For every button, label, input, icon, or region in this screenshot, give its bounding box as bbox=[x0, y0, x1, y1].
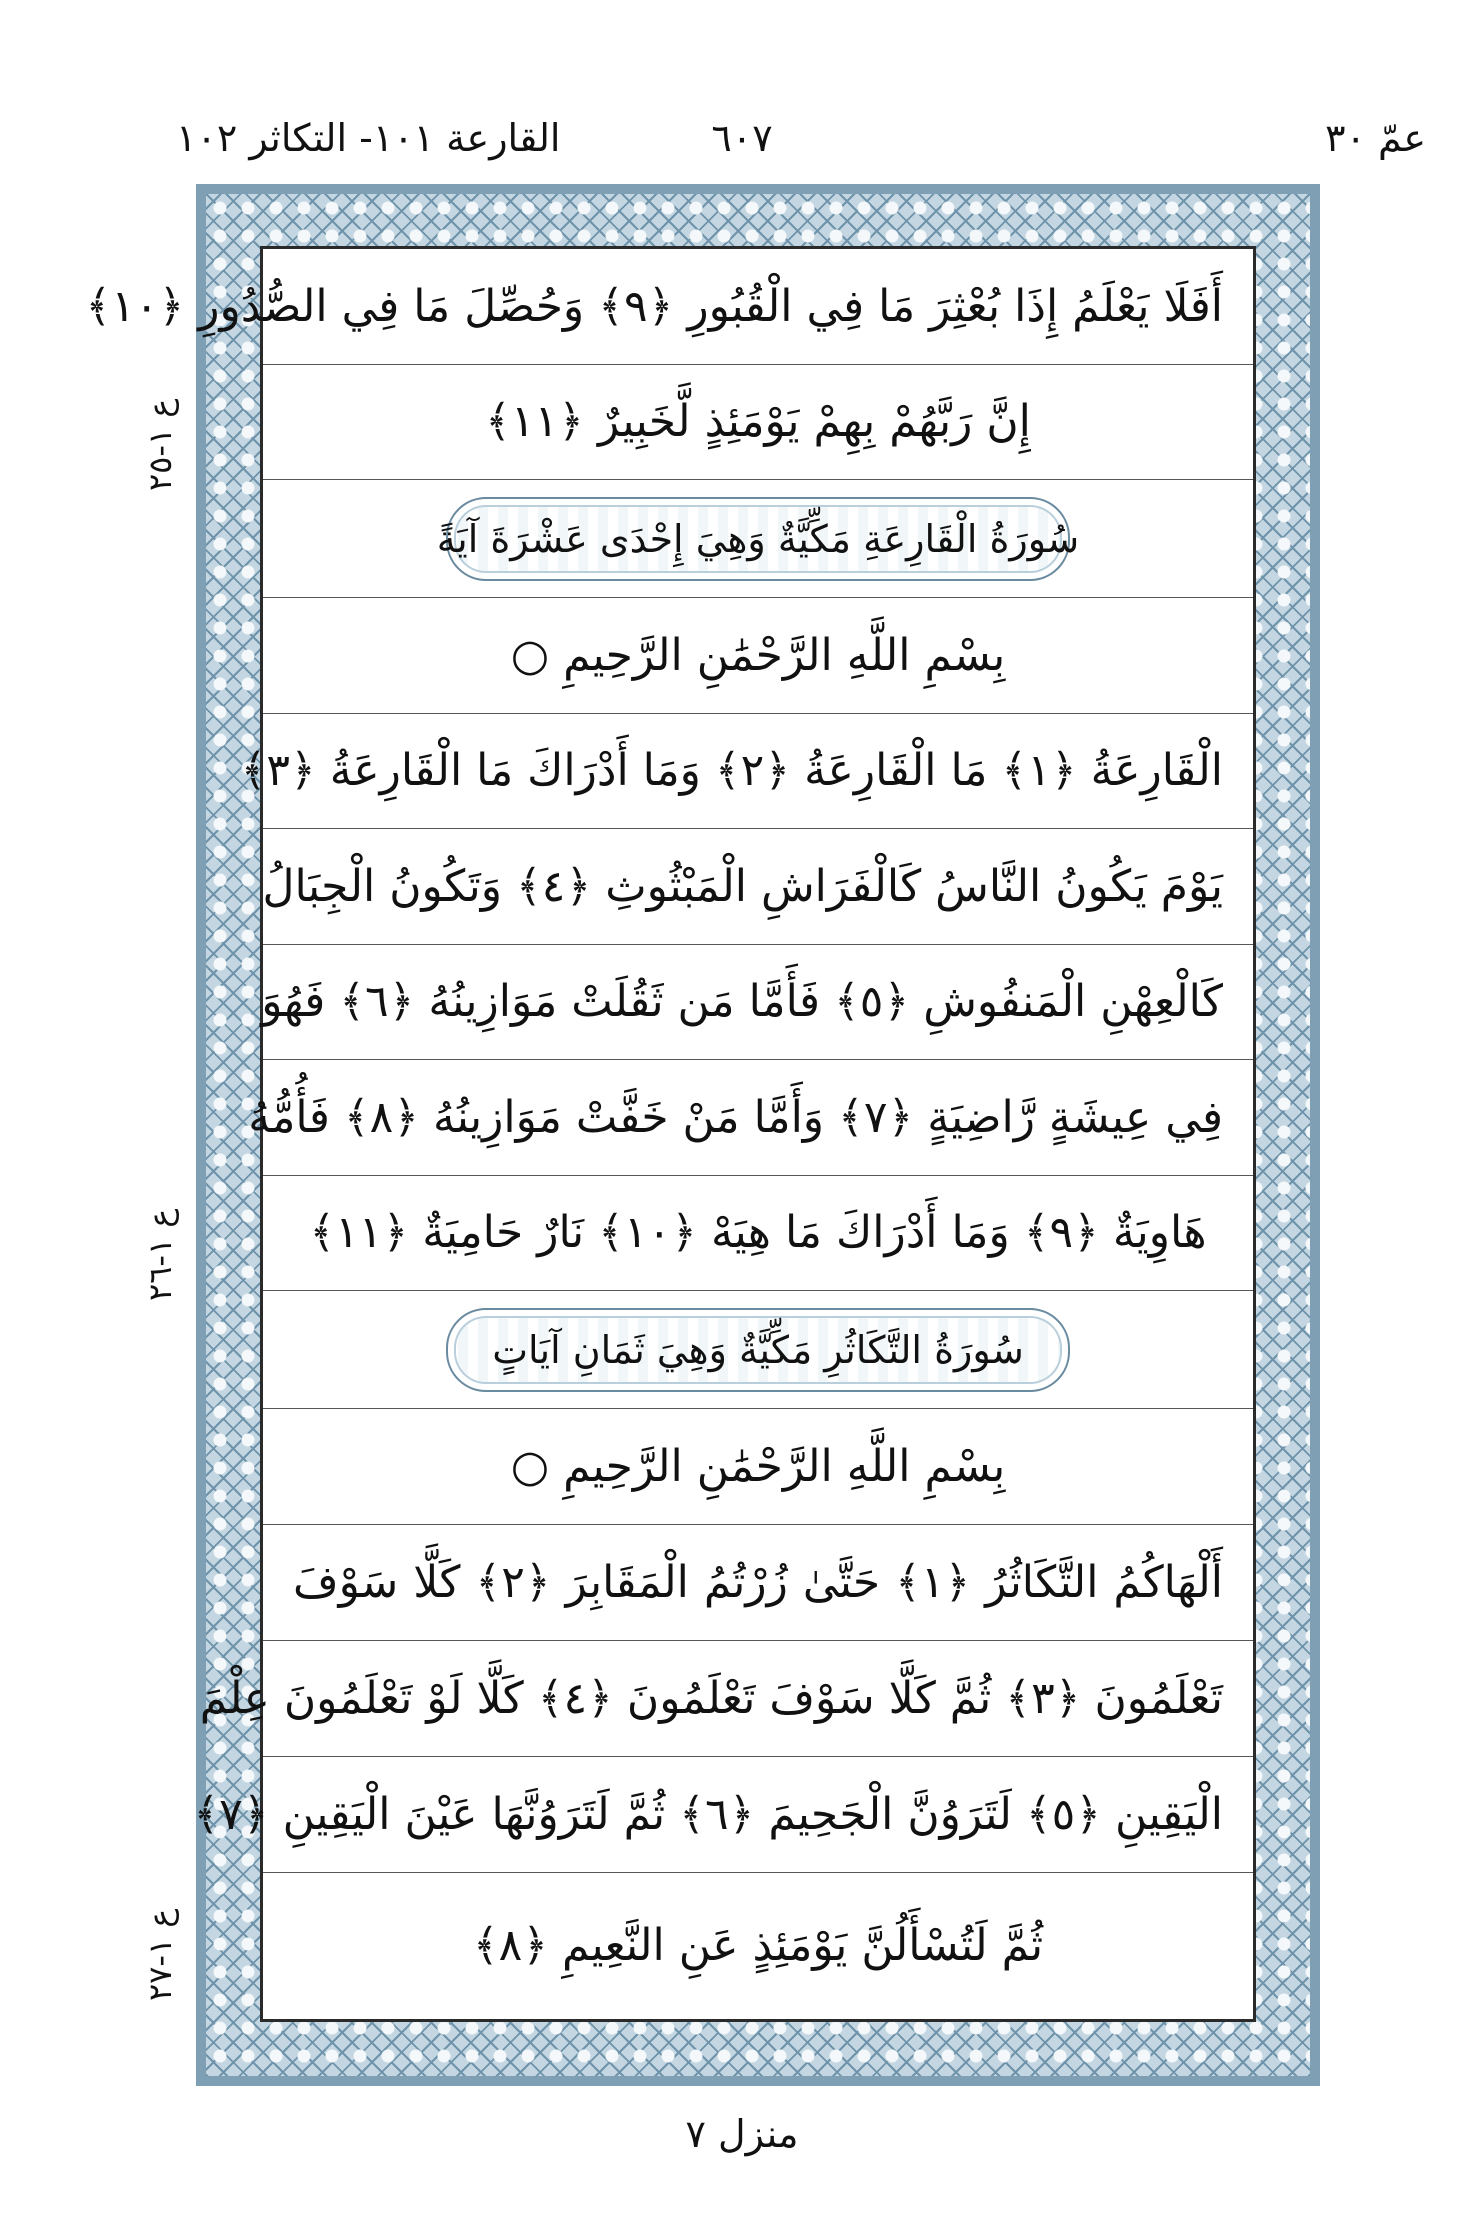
text-line bbox=[199, 1641, 1253, 1757]
text-line bbox=[263, 598, 1253, 714]
text-line bbox=[193, 1757, 1253, 1873]
text-line bbox=[263, 1176, 1253, 1291]
verse-line: ثُمَّ لَتُسْأَلُنَّ يَوْمَئِذٍ عَنِ النَّعِيمِ ﴿٨﴾ bbox=[472, 1920, 1044, 1971]
ruku-marker: ع ١-٢٧ bbox=[141, 1908, 179, 2002]
verse-line: تَعْلَمُونَ ﴿٣﴾ ثُمَّ كَلَّا سَوْفَ تَعْلَمُونَ ﴿٤﴾ كَلَّا لَوْ تَعْلَمُونَ عِلْمَ bbox=[199, 1672, 1223, 1724]
text-line bbox=[263, 1525, 1253, 1641]
surah-title: سُورَةُ الْقَارِعَةِ مَكِّيَّةٌ وَهِيَ إِحْدَى عَشْرَةَ آيَةً bbox=[436, 516, 1080, 561]
verse-line: يَوْمَ يَكُونُ النَّاسُ كَالْفَرَاشِ الْمَبْثُوثِ ﴿٤﴾ وَتَكُونُ الْجِبَالُ bbox=[262, 860, 1223, 912]
bismillah: بِسْمِ اللَّهِ الرَّحْمَٰنِ الرَّحِيمِ ○ bbox=[510, 629, 1006, 681]
text-line bbox=[263, 1409, 1253, 1525]
ruku-marker: ع ١-٢٥ bbox=[141, 398, 179, 492]
text-line bbox=[85, 249, 1253, 365]
surah-title-row bbox=[263, 480, 1253, 598]
surah-title: سُورَةُ التَّكَاثُرِ مَكِّيَّةٌ وَهِيَ ثَمَانِ آيَاتٍ bbox=[492, 1327, 1024, 1372]
verse-line: كَالْعِهْنِ الْمَنفُوشِ ﴿٥﴾ فَأَمَّا مَن ثَقُلَتْ مَوَازِينُهُ ﴿٦﴾ فَهُوَ bbox=[261, 976, 1223, 1027]
manzil-footer: منزل ٧ bbox=[685, 2112, 799, 2156]
bismillah: بِسْمِ اللَّهِ الرَّحْمَٰنِ الرَّحِيمِ ○ bbox=[510, 1440, 1006, 1492]
text-line bbox=[263, 945, 1253, 1060]
verse-line: فِي عِيشَةٍ رَّاضِيَةٍ ﴿٧﴾ وَأَمَّا مَنْ خَفَّتْ مَوَازِينُهُ ﴿٨﴾ فَأُمُّهُ bbox=[248, 1091, 1223, 1143]
text-line bbox=[263, 829, 1253, 945]
verse-line: هَاوِيَةٌ ﴿٩﴾ وَمَا أَدْرَاكَ مَا هِيَهْ ﴿١٠﴾ نَارٌ حَامِيَةٌ ﴿١١﴾ bbox=[309, 1207, 1207, 1258]
text-line bbox=[263, 365, 1253, 480]
verse-line: إِنَّ رَبَّهُمْ بِهِمْ يَوْمَئِذٍ لَّخَبِيرٌ ﴿١١﴾ bbox=[485, 396, 1031, 447]
text-line bbox=[248, 1060, 1253, 1176]
text-line bbox=[240, 714, 1253, 829]
para-label: عمّ ٣٠ bbox=[1325, 116, 1426, 160]
ruku-marker: ع ١-٢٦ bbox=[141, 1208, 179, 1302]
surah-cartouche bbox=[446, 1308, 1070, 1392]
verse-line: أَلْهَاكُمُ التَّكَاثُرُ ﴿١﴾ حَتَّىٰ زُرْتُمُ الْمَقَابِرَ ﴿٢﴾ كَلَّا سَوْفَ bbox=[293, 1556, 1223, 1608]
verse-line: الْقَارِعَةُ ﴿١﴾ مَا الْقَارِعَةُ ﴿٢﴾ وَمَا أَدْرَاكَ مَا الْقَارِعَةُ ﴿٣﴾ bbox=[240, 745, 1223, 796]
text-line bbox=[263, 1873, 1253, 2019]
verse-line: الْيَقِينِ ﴿٥﴾ لَتَرَوُنَّ الْجَحِيمَ ﴿٦﴾ ثُمَّ لَتَرَوُنَّهَا عَيْنَ الْيَقِينِ ﴿٧﴾ bbox=[193, 1788, 1223, 1840]
surah-title-row bbox=[263, 1291, 1253, 1409]
page-number: ٦٠٧ bbox=[711, 116, 773, 160]
surah-cartouche bbox=[436, 497, 1080, 581]
surah-header: القارعة ١٠١- التكاثر ١٠٢ bbox=[176, 116, 561, 160]
verse-line: أَفَلَا يَعْلَمُ إِذَا بُعْثِرَ مَا فِي الْقُبُورِ ﴿٩﴾ وَحُصِّلَ مَا فِي الصُّدُورِ ﴿١٠﴾ bbox=[85, 280, 1223, 332]
